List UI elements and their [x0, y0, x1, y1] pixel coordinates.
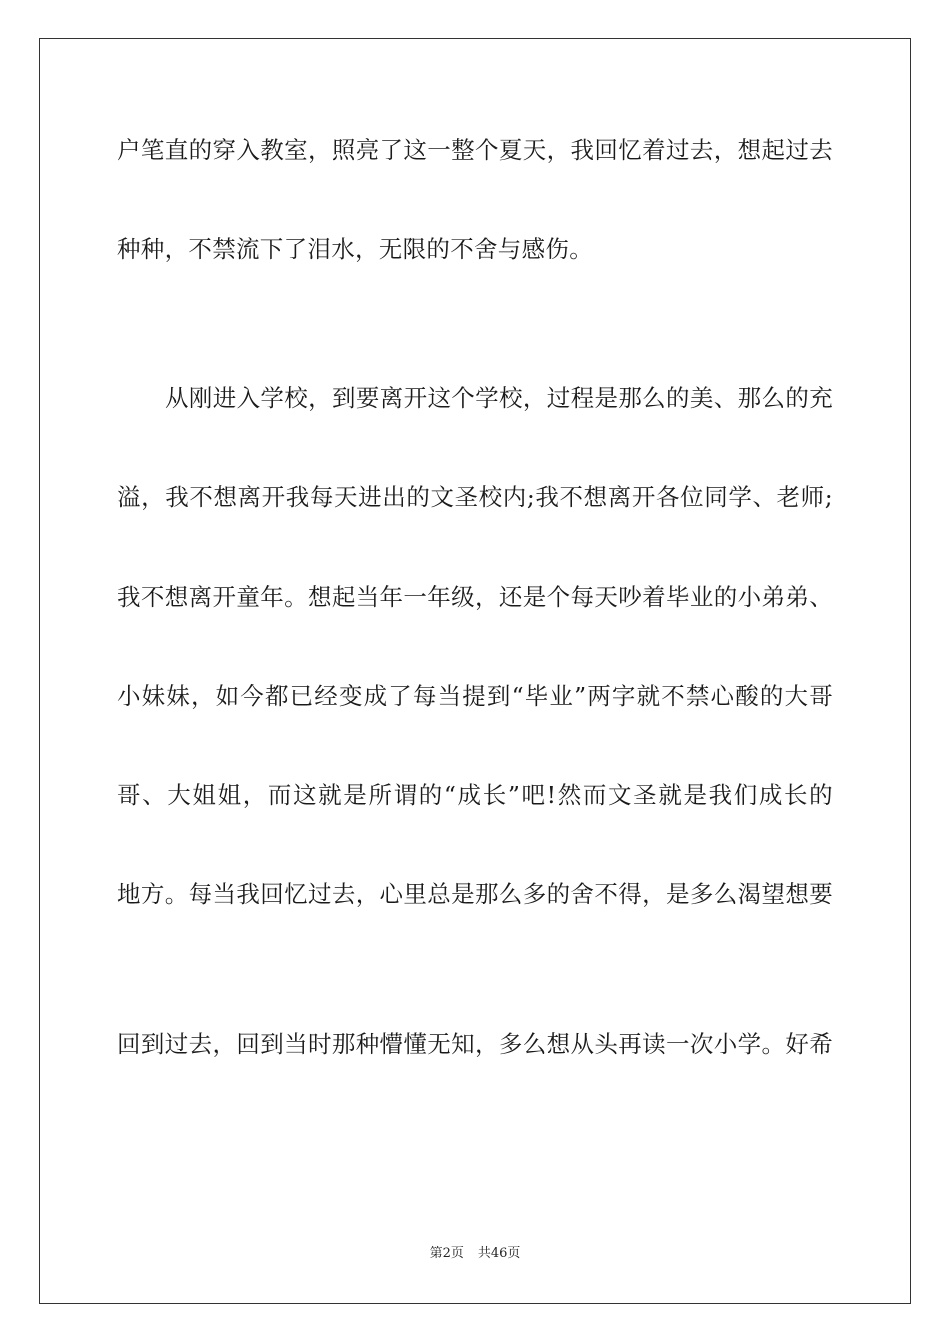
page-number: 第2页 — [429, 1246, 464, 1261]
text-line-2: 种种，不禁流下了泪水，无限的不舍与感伤。 — [117, 235, 593, 263]
text-line-9: 回到过去，回到当时那种懵懂无知，多么想从头再读一次小学。好希 — [117, 1030, 833, 1058]
text-line-4: 溢，我不想离开我每天进出的文圣校内;我不想离开各位同学、老师; — [117, 483, 833, 511]
text-line-6: 小妹妹，如今都已经变成了每当提到“毕业”两字就不禁心酸的大哥 — [117, 682, 833, 710]
text-line-8: 地方。每当我回忆过去，心里总是那么多的舍不得，是多么渴望想要 — [117, 880, 833, 908]
page-total: 共46页 — [477, 1246, 521, 1261]
text-line-5: 我不想离开童年。想起当年一年级，还是个每天吵着毕业的小弟弟、 — [117, 583, 833, 611]
page-footer — [0, 1246, 950, 1262]
text-line-7: 哥、大姐姐，而这就是所谓的“成长”吧!然而文圣就是我们成长的 — [117, 781, 833, 809]
page-frame — [39, 38, 911, 1304]
text-line-1: 户笔直的穿入教室，照亮了这一整个夏天，我回忆着过去，想起过去 — [117, 136, 833, 164]
text-line-3: 从刚进入学校，到要离开这个学校，过程是那么的美、那么的充 — [165, 384, 833, 412]
